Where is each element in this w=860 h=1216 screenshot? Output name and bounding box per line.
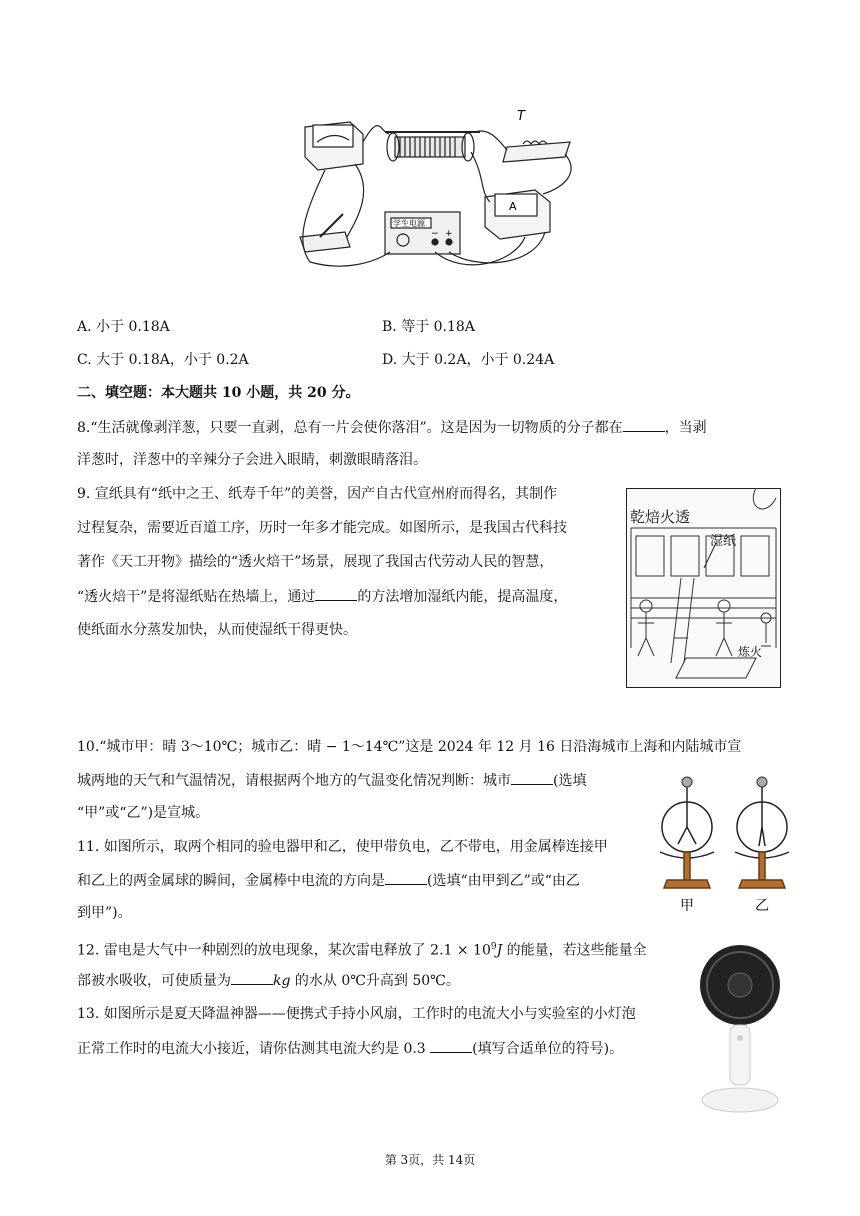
option-b: B. 等于 0.18A: [382, 319, 475, 335]
q12-answer-blank[interactable]: [231, 970, 273, 985]
paper-baking-figure: [626, 488, 781, 688]
q8-answer-blank[interactable]: [623, 417, 665, 432]
q12-text2: 部被水吸收，可使质量为: [77, 973, 231, 989]
q13-answer-blank[interactable]: [430, 1038, 472, 1053]
q9-line2: 过程复杂，需要近百道工序，历时一年多才能完成。如图所示，是我国古代科技: [77, 520, 567, 536]
q12-text: 12. 雷电是大气中一种剧烈的放电现象，某次雷电释放了 2.1 × 10: [77, 942, 491, 959]
q13-text: 正常工作时的电流大小接近，请你估测其电流大约是 0.3: [77, 1041, 426, 1057]
q11-line2: [77, 870, 580, 891]
q9-line5: 使纸面水分蒸发加快，从而使湿纸干得更快。: [77, 622, 357, 638]
section-heading: 二、填空题：本大题共 10 小题，共 20 分。: [77, 385, 360, 401]
q12-unit: J: [496, 942, 503, 959]
label-fire: 炼火: [738, 645, 763, 659]
q10-text: 城两地的天气和气温情况，请根据两个地方的气温变化情况判断：城市: [77, 773, 511, 789]
handheld-fan-figure: [690, 940, 790, 1115]
terminal-minus: −: [431, 229, 439, 239]
switch-t-label: T: [517, 109, 525, 124]
q13-line1: 13. 如图所示是夏天降温神器——便携式手持小风扇，工作时的电流大小与实验室的小灯泡: [77, 1006, 636, 1022]
option-d: D. 大于 0.2A，小于 0.24A: [382, 352, 555, 368]
figure-title: 乾焙火透: [630, 508, 691, 526]
q8-line2: 洋葱时，洋葱中的辛辣分子会进入眼睛，刺激眼睛落泪。: [77, 452, 427, 468]
label-yi: 乙: [755, 898, 769, 914]
q10-answer-blank[interactable]: [511, 770, 553, 785]
q11-line3: 到甲”)。: [77, 905, 132, 921]
option-a: A. 小于 0.18A: [77, 319, 170, 335]
q8-text: 8.“生活就像剥洋葱，只要一直剥，总有一片会使你落泪”。这是因为一切物质的分子都在: [77, 420, 623, 436]
q10-text-post: (选填: [553, 773, 587, 789]
q13-text-post: (填写合适单位的符号)。: [472, 1041, 624, 1057]
q13-line2: [77, 1038, 623, 1059]
q9-line3: 著作《天工开物》描绘的“透火焙干”场景，展现了我国古代劳动人民的智慧，: [77, 554, 554, 570]
q9-text-post: 的方法增加湿纸内能，提高温度，: [357, 589, 568, 605]
q11-text: 和乙上的两金属球的瞬间，金属棒中电流的方向是: [77, 873, 385, 889]
q10-line1: 10.“城市甲：晴 3～10℃；城市乙：晴 − 1～14℃”这是 2024 年 12 月 16 日沿海城市上海和内陆城市宣: [77, 739, 742, 755]
page-footer: 第 3页，共 14页: [384, 1153, 476, 1167]
q8-line1: [77, 417, 707, 438]
q11-text-post: (选填“由甲到乙”或“由乙: [427, 873, 580, 889]
q9-line1: 9. 宣纸具有“纸中之王、纸寿千年”的美誉，因产自古代宣州府而得名，其制作: [77, 486, 558, 502]
option-c: C. 大于 0.18A，小于 0.2A: [77, 352, 249, 368]
terminal-plus: +: [445, 229, 453, 239]
q12-text-post: 的能量，若这些能量全: [502, 942, 647, 959]
q12-line2: [77, 970, 460, 991]
q12-text2-post: 的水从 0℃升高到 50℃。: [290, 973, 460, 989]
ammeter-label: A: [509, 200, 517, 213]
label-wet-paper: 湿纸: [710, 534, 737, 549]
circuit-figure: [285, 102, 585, 274]
q9-answer-blank[interactable]: [315, 586, 357, 601]
q9-text: “透火焙干”是将湿纸贴在热墙上，通过: [77, 589, 316, 605]
electroscopes-figure: [652, 772, 792, 917]
q12-unit-kg: kg: [273, 973, 291, 989]
q11-line1: 11. 如图所示，取两个相同的验电器甲和乙，使甲带负电，乙不带电，用金属棒连接甲: [77, 839, 608, 855]
power-supply-label: 学生电源: [393, 219, 425, 228]
q11-answer-blank[interactable]: [385, 870, 427, 885]
q10-line3: “甲”或“乙”)是宣城。: [77, 805, 210, 821]
q10-line2: [77, 770, 586, 791]
q9-line4: [77, 586, 567, 607]
q8-text-post: ，当剥: [664, 420, 707, 436]
q12-line1: [77, 937, 647, 961]
label-jia: 甲: [680, 898, 694, 914]
q12-exponent: 9: [490, 942, 497, 952]
